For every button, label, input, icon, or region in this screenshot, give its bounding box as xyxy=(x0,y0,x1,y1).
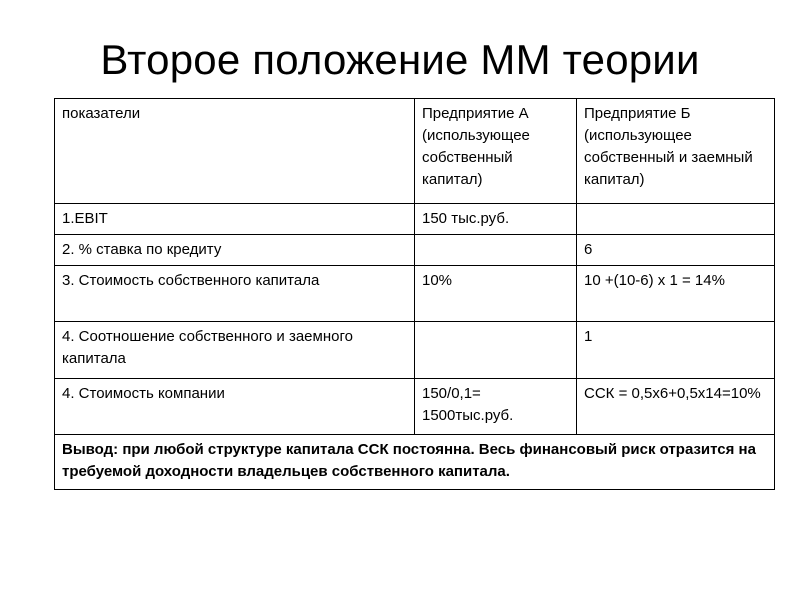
company-b-value: ССК = 0,5х6+0,5х14=10% xyxy=(577,379,775,435)
company-a-value: 150 тыс.руб. xyxy=(415,204,577,235)
header-indicators: показатели xyxy=(55,99,415,204)
table-row xyxy=(55,204,775,235)
company-a-value: 150/0,1= 1500тыс.руб. xyxy=(415,379,577,435)
row-label: 2. % ставка по кредиту xyxy=(55,235,415,266)
conclusion-row xyxy=(55,435,775,490)
table-row xyxy=(55,235,775,266)
header-company-a: Предприятие А (использующее собственный капитал) xyxy=(415,99,577,204)
table-row xyxy=(55,322,775,379)
company-a-value xyxy=(415,235,577,266)
conclusion-text: Вывод: при любой структуре капитала ССК постоянна. Весь финансовый риск отразится на требуемой доходности владельцев собственного капитала. xyxy=(55,435,775,490)
company-a-value xyxy=(415,322,577,379)
company-b-value: 10 +(10-6) х 1 = 14% xyxy=(577,266,775,322)
company-b-value: 6 xyxy=(577,235,775,266)
row-label: 1.EBIT xyxy=(55,204,415,235)
company-b-value xyxy=(577,204,775,235)
table-row xyxy=(55,379,775,435)
row-label: 3. Стоимость собственного капитала xyxy=(55,266,415,322)
table-header-row xyxy=(55,99,775,204)
table-row xyxy=(55,266,775,322)
slide-title: Второе положение ММ теории xyxy=(100,36,700,83)
row-label: 4. Соотношение собственного и заемного капитала xyxy=(55,322,415,379)
comparison-table xyxy=(54,98,775,490)
row-label: 4. Стоимость компании xyxy=(55,379,415,435)
company-b-value: 1 xyxy=(577,322,775,379)
header-company-b: Предприятие Б (использующее собственный и заемный капитал) xyxy=(577,99,775,204)
company-a-value: 10% xyxy=(415,266,577,322)
